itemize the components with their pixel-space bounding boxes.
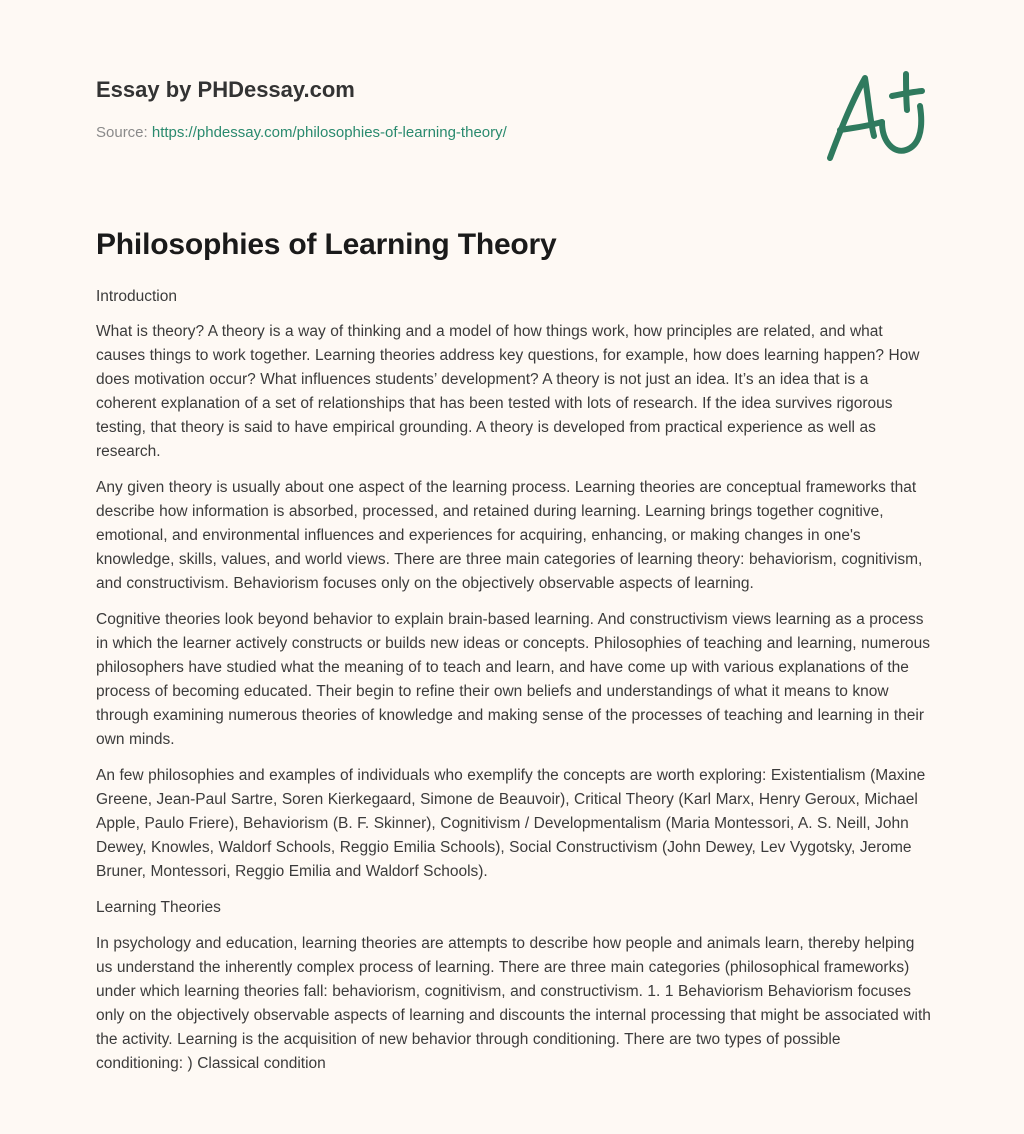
section-label-introduction: Introduction <box>96 288 177 305</box>
essay-header <box>96 76 796 143</box>
paragraph: Cognitive theories look beyond behavior to explain brain-based learning. And constructivism views learning as a process in which the learner actively constructs or builds new ideas or concepts. Philosophies of teaching and learning, numerous philosophers have studied what the meaning of to teach and learn, and have come up with various explanations of the process of becoming educated. Their begin to refine their own beliefs and understandings of what it means to know through examining numerous theories of knowledge and making sense of the processes of teaching and learning in their own minds. <box>96 611 930 748</box>
a-plus-grade-icon <box>818 66 930 166</box>
source-link[interactable]: https://phdessay.com/philosophies-of-learning-theory/ <box>151 124 507 141</box>
page-title: Philosophies of Learning Theory <box>96 228 557 261</box>
source-label: Source: <box>96 124 152 141</box>
paragraph: In psychology and education, learning theories are attempts to describe how people and animals learn, thereby helping us understand the inherently complex process of learning. There are three main categories (philosophical frameworks) under which learning theories fall: behaviorism, cognitivism, and constructivism. 1. 1 Behaviorism Behaviorism focuses only on the objectively observable aspects of learning and discounts the internal processing that might be associated with the activity. Learning is the acquisition of new behavior through conditioning. There are two types of possible conditioning: ) Classical condition <box>96 935 931 1072</box>
paragraph: What is theory? A theory is a way of thinking and a model of how things work, how principles are related, and what causes things to work together. Learning theories address key questions, for example, how does learning happen? How does motivation occur? What influences students’ development? A theory is not just an idea. It’s an idea that is a coherent explanation of a set of relationships that has been tested with lots of research. If the idea survives rigorous testing, that theory is said to have empirical grounding. A theory is developed from practical experience as well as research. <box>96 323 920 460</box>
paragraph: An few philosophies and examples of individuals who exemplify the concepts are worth exploring: Existentialism (Maxine Greene, Jean-Paul Sartre, Soren Kierkegaard, Simone de Beauvoir), Critical Theory (Karl Marx, Henry Geroux, Michael Apple, Paulo Friere), Behaviorism (B. F. Skinner), Cognitivism / Developmentalism (Maria Montessori, A. S. Neill, John Dewey, Knowles, Waldorf Schools, Reggio Emilia Schools), Social Constructivism (John Dewey, Lev Vygotsky, Jerome Bruner, Montessori, Reggio Emilia and Waldorf Schools). <box>96 767 926 880</box>
source-line <box>96 123 796 143</box>
brand-title: Essay by PHDessay.com <box>96 77 355 102</box>
article <box>96 224 932 1076</box>
section-label-learning-theories: Learning Theories <box>96 899 221 916</box>
paragraph: Any given theory is usually about one aspect of the learning process. Learning theories are conceptual frameworks that describe how information is absorbed, processed, and retained during learning. Learning brings together cognitive, emotional, and environmental influences and experiences for acquiring, enhancing, or making changes in one's knowledge, skills, values, and world views. There are three main categories of learning theory: behaviorism, cognitivism, and constructivism. Behaviorism focuses only on the objectively observable aspects of learning. <box>96 479 923 592</box>
